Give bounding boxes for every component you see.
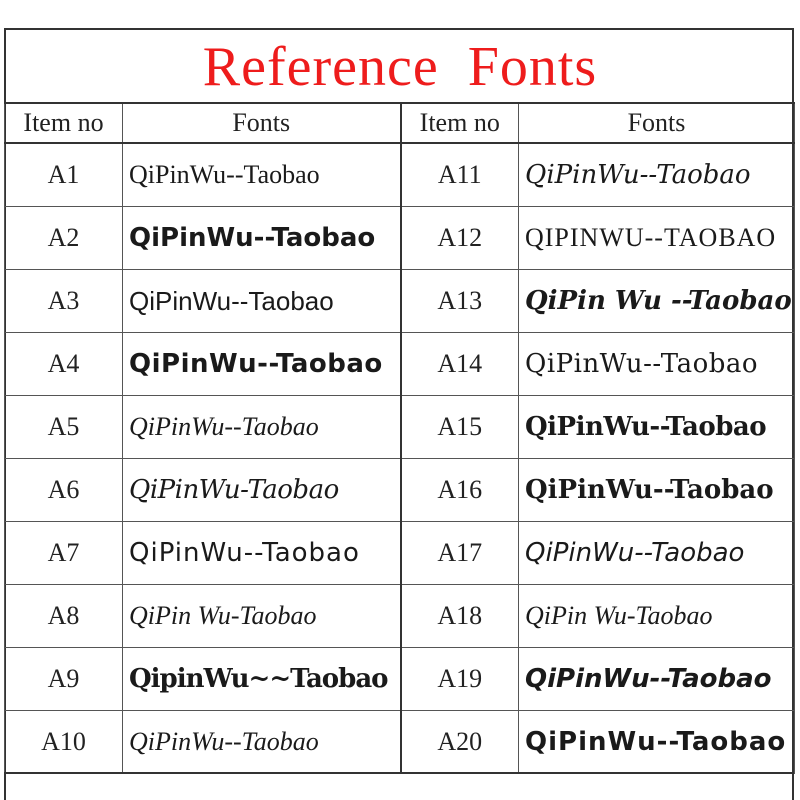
font-sample: QiPinWu--Taobao [519, 333, 795, 396]
font-sample: QiPin Wu-Taobao [519, 585, 795, 648]
item-number: A13 [401, 270, 519, 333]
font-sample: QiPinWu--Taobao [123, 522, 401, 585]
item-number: A2 [5, 207, 123, 270]
font-sample: QIPINWU--TAOBAO [519, 207, 795, 270]
font-sample: QiPinWu--Taobao [123, 396, 401, 459]
table-row [5, 648, 795, 711]
item-number: A12 [401, 207, 519, 270]
font-sample: QiPinWu--Taobao [519, 522, 795, 585]
item-number: A7 [5, 522, 123, 585]
font-sample: QiPinWu--Taobao [519, 396, 795, 459]
table-row [5, 333, 795, 396]
table-row [5, 396, 795, 459]
font-sample: QiPinWu--Taobao [519, 648, 795, 711]
header-item-no-left: Item no [5, 103, 123, 143]
font-sample: QiPinWu--Taobao [519, 459, 795, 522]
item-number: A11 [401, 143, 519, 207]
item-number: A14 [401, 333, 519, 396]
item-number: A19 [401, 648, 519, 711]
font-sample: QiPinWu--Taobao [519, 143, 795, 207]
table-row [5, 522, 795, 585]
font-sample: QiPinWu--Taobao [123, 270, 401, 333]
table-row [5, 585, 795, 648]
header-fonts-left: Fonts [123, 103, 401, 143]
font-sample: QiPinWu-Taobao [123, 459, 401, 522]
item-number: A20 [401, 711, 519, 774]
font-sample: QiPinWu--Taobao [123, 143, 401, 207]
item-number: A3 [5, 270, 123, 333]
table-row [5, 711, 795, 774]
table-row [5, 270, 795, 333]
item-number: A18 [401, 585, 519, 648]
item-number: A16 [401, 459, 519, 522]
item-number: A17 [401, 522, 519, 585]
font-sample: QiPinWu--Taobao [123, 711, 401, 774]
item-number: A8 [5, 585, 123, 648]
table-row [5, 207, 795, 270]
header-item-no-right: Item no [401, 103, 519, 143]
item-number: A15 [401, 396, 519, 459]
item-number: A6 [5, 459, 123, 522]
table-row [5, 459, 795, 522]
font-sample: QiPinWu--Taobao [519, 711, 795, 774]
font-sample: QiPinWu--Taobao [123, 207, 401, 270]
fonts-table [4, 102, 795, 774]
font-sample: QipinWu~~Taobao [123, 648, 401, 711]
item-number: A10 [5, 711, 123, 774]
item-number: A9 [5, 648, 123, 711]
table-row [5, 143, 795, 207]
page-title: Reference Fonts [202, 36, 598, 98]
font-sample: QiPinWu--Taobao [123, 333, 401, 396]
font-sample: QiPin Wu --Taobao [519, 270, 795, 333]
table-bottom-border [4, 772, 794, 774]
item-number: A1 [5, 143, 123, 207]
table-header-row [5, 103, 795, 143]
font-sample: QiPin Wu-Taobao [123, 585, 401, 648]
item-number: A4 [5, 333, 123, 396]
header-fonts-right: Fonts [519, 103, 795, 143]
item-number: A5 [5, 396, 123, 459]
